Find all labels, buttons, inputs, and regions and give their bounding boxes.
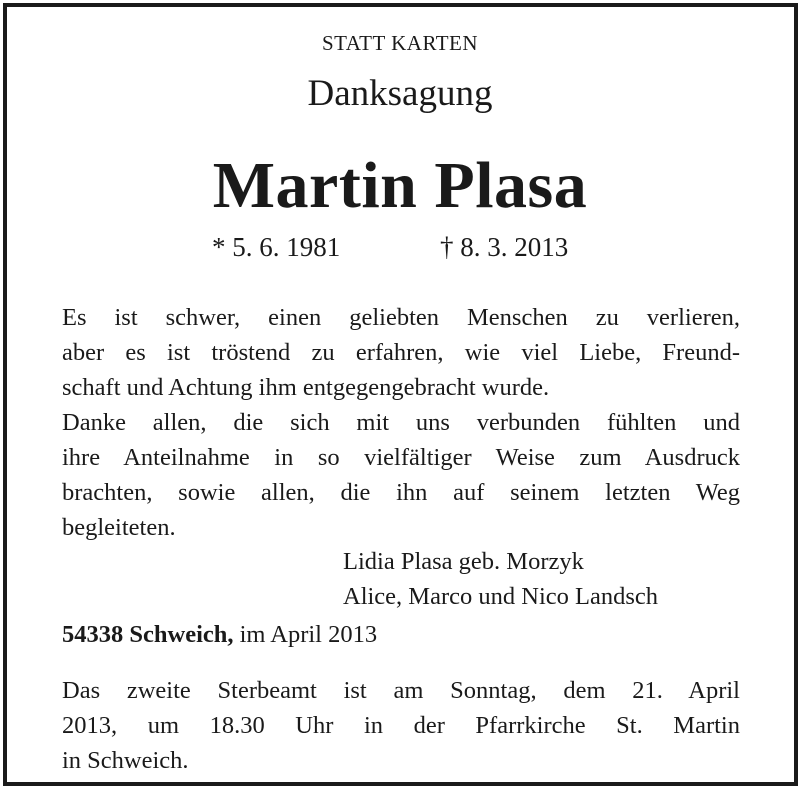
text-line: 2013, um 18.30 Uhr in der Pfarrkirche St. Martin [62, 712, 740, 739]
signers [343, 544, 658, 614]
text-line: ihre Anteilnahme in so vielfältiger Weise zum Ausdruck [62, 444, 740, 471]
text-line: Das zweite Sterbeamt ist am Sonntag, dem 21. April [62, 677, 740, 704]
deceased-name: Martin Plasa [212, 149, 588, 222]
header-danksagung: Danksagung [307, 73, 493, 114]
text-line: Es ist schwer, einen geliebten Menschen zu verlieren, [62, 304, 740, 331]
place-and-date [62, 621, 377, 649]
text-line: schaft und Achtung ihm entgegengebracht wurde. [62, 374, 550, 401]
place-name: 54338 Schweich, [62, 621, 234, 648]
signer-line: Alice, Marco und Nico Landsch [343, 583, 658, 610]
mass-announcement [62, 673, 740, 778]
text-line: begleiteten. [62, 514, 176, 541]
text-line: brachten, sowie allen, die ihn auf seinem letzten Weg [62, 479, 740, 506]
text-line: aber es ist tröstend zu erfahren, wie viel Liebe, Freund- [62, 339, 740, 366]
thanks-paragraph-2 [62, 405, 740, 545]
text-line: Danke allen, die sich mit uns verbunden fühlten und [62, 409, 740, 436]
death-date: † 8. 3. 2013 [440, 232, 569, 262]
birth-date: * 5. 6. 1981 [212, 232, 341, 262]
place-date: im April 2013 [233, 621, 378, 648]
thanks-paragraph-1 [62, 300, 740, 405]
text-line: in Schweich. [62, 747, 189, 774]
signer-line: Lidia Plasa geb. Morzyk [343, 548, 584, 575]
header-statt-karten: STATT KARTEN [321, 31, 479, 55]
